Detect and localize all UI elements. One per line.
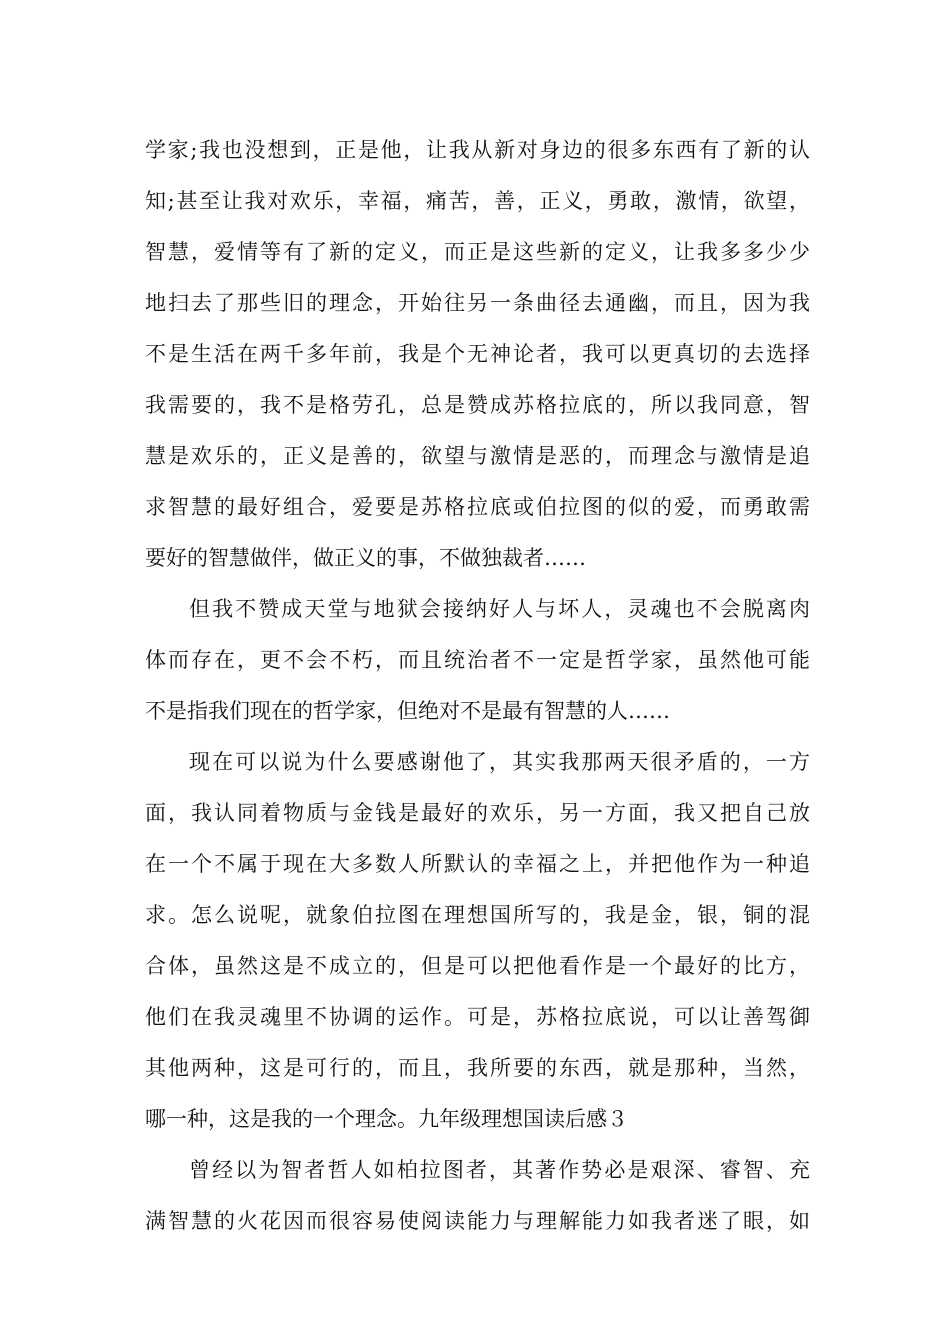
text-line: 面，我认同着物质与金钱是最好的欢乐，另一方面，我又把自己放 <box>145 801 810 825</box>
text-line: 他们在我灵魂里不协调的运作。可是，苏格拉底说，可以让善驾御 <box>145 1005 810 1029</box>
text-line: 求智慧的最好组合，爱要是苏格拉底或伯拉图的似的爱，而勇敢需 <box>145 495 810 519</box>
paragraph-first-line: 曾经以为智者哲人如柏拉图者，其著作势必是艰深、睿智、充 <box>189 1158 810 1182</box>
text-line: 在一个不属于现在大多数人所默认的幸福之上，并把他作为一种追 <box>145 852 810 876</box>
text-line: 合体，虽然这是不成立的，但是可以把他看作是一个最好的比方， <box>145 954 810 978</box>
text-line: 其他两种，这是可行的，而且，我所要的东西，就是那种，当然， <box>145 1056 810 1080</box>
text-line: 体而存在，更不会不朽，而且统治者不一定是哲学家，虽然他可能 <box>145 648 810 672</box>
text-line: 满智慧的火花因而很容易使阅读能力与理解能力如我者迷了眼，如 <box>145 1209 810 1233</box>
text-line: 知;甚至让我对欢乐，幸福，痛苦，善，正义，勇敢，激情，欲望， <box>145 189 810 213</box>
paragraph-first-line: 现在可以说为什么要感谢他了，其实我那两天很矛盾的，一方 <box>189 750 810 774</box>
text-line: 求。怎么说呢，就象伯拉图在理想国所写的，我是金，银，铜的混 <box>145 903 810 927</box>
text-line: 不是生活在两千多年前，我是个无神论者，我可以更真切的去选择 <box>145 342 810 366</box>
text-line: 要好的智慧做伴，做正义的事，不做独裁者…… <box>145 546 586 570</box>
text-line: 不是指我们现在的哲学家，但绝对不是最有智慧的人…… <box>145 699 670 723</box>
paragraph-first-line: 但我不赞成天堂与地狱会接纳好人与坏人，灵魂也不会脱离肉 <box>189 597 810 621</box>
text-line: 慧是欢乐的，正义是善的，欲望与激情是恶的，而理念与激情是追 <box>145 444 810 468</box>
document-body <box>145 125 810 1247</box>
text-line: 我需要的，我不是格劳孔，总是赞成苏格拉底的，所以我同意，智 <box>145 393 810 417</box>
text-line: 哪一种，这是我的一个理念。九年级理想国读后感３ <box>145 1107 628 1131</box>
text-line: 智慧，爱情等有了新的定义，而正是这些新的定义，让我多多少少 <box>145 240 810 264</box>
text-line: 学家;我也没想到，正是他，让我从新对身边的很多东西有了新的认 <box>145 138 810 162</box>
text-line: 地扫去了那些旧的理念，开始往另一条曲径去通幽，而且，因为我 <box>145 291 810 315</box>
